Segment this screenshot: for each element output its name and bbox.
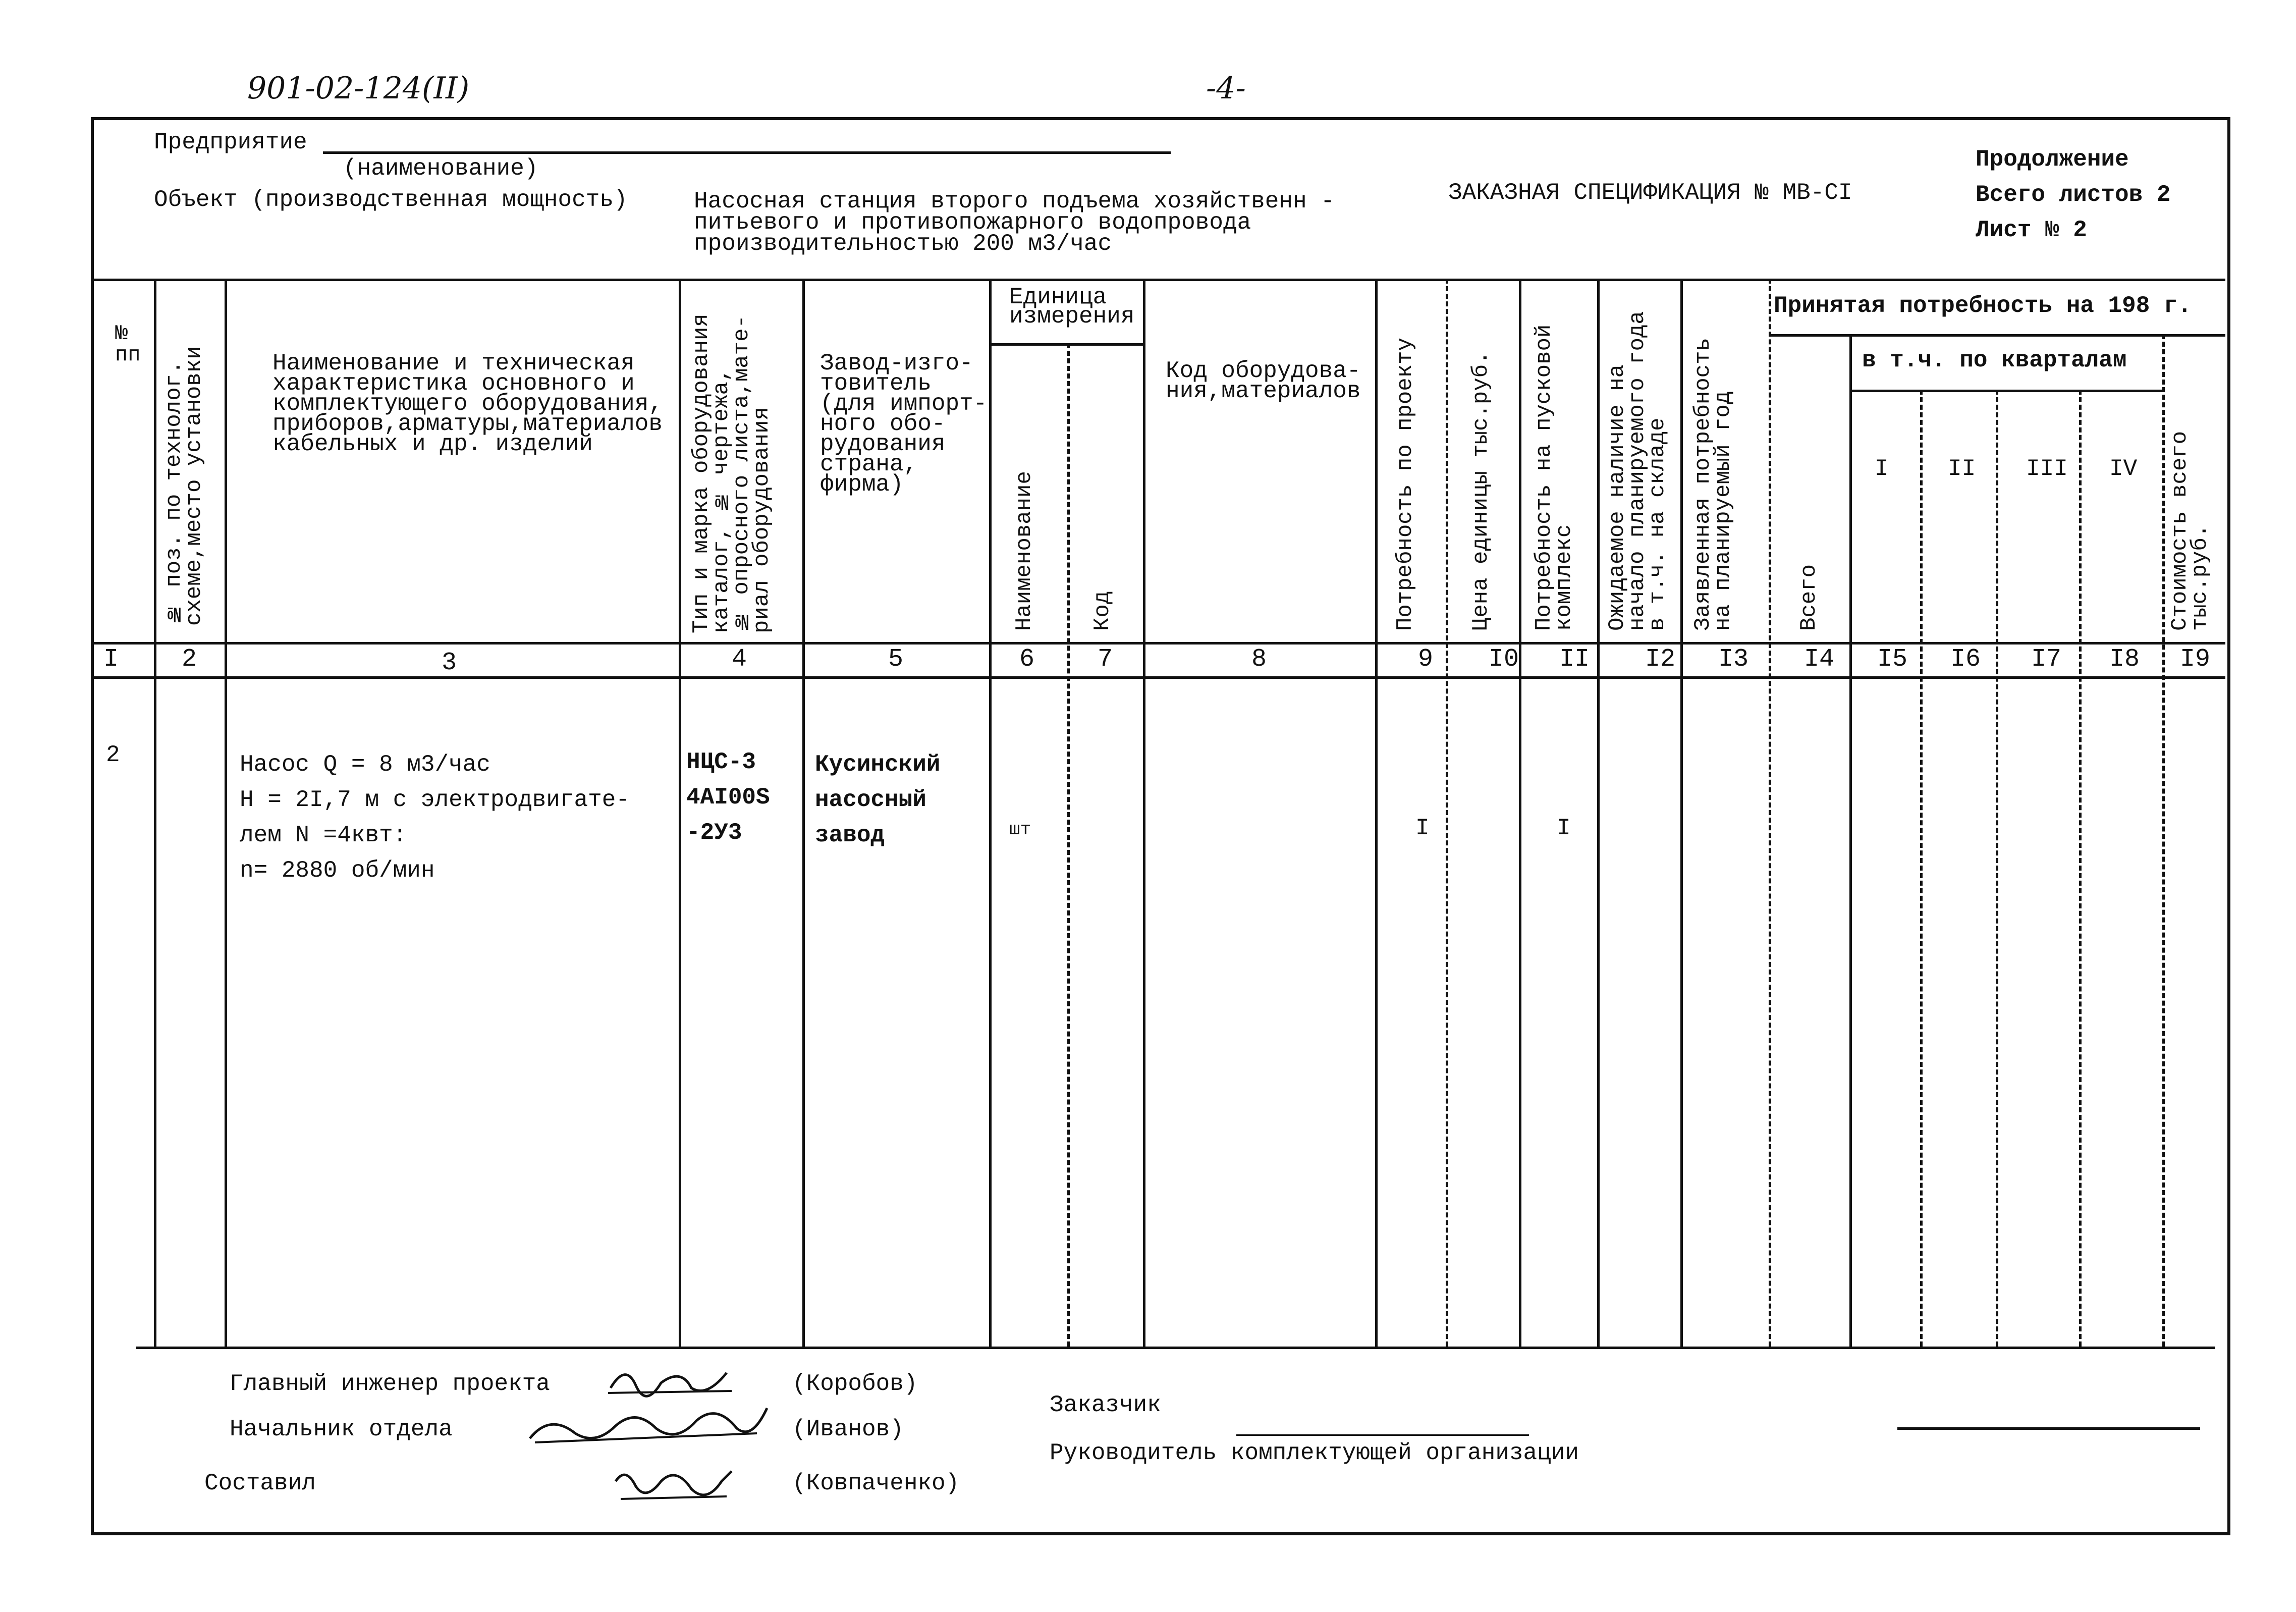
col-header-start-complex: Потребность на пусковой комплекс xyxy=(1532,324,1577,631)
row-item-unit: шт xyxy=(1009,819,1031,840)
col-divider xyxy=(989,279,992,1347)
col-header-unit-group: Единица измерения xyxy=(1009,284,1135,330)
customer-label: Заказчик xyxy=(1050,1392,1161,1418)
supplier-head-label: Руководитель комплектующей организации xyxy=(1050,1440,1579,1466)
document-code: 901-02-124(II) xyxy=(247,71,470,106)
sheet-number: Лист № 2 xyxy=(1976,217,2087,243)
quarter-group-rule xyxy=(1849,390,2162,392)
compiled-label: Составил xyxy=(204,1470,316,1496)
col-divider xyxy=(802,279,805,1347)
object-description: Насосная станция второго подъема хозяйственн - питьевого и противопожарного водопровода производительностью 200 м3/час xyxy=(694,188,1335,257)
col-divider xyxy=(1680,279,1683,1347)
col-header-position: № поз. по технолог. схеме,место установки xyxy=(161,346,207,626)
col-header-declared-need: Заявленная потребность на планируемый год xyxy=(1690,338,1736,631)
col-header-accepted-group: Принятая потребность на 198 г. xyxy=(1774,293,2192,319)
col-number: 3 xyxy=(441,649,457,677)
col-number: I5 xyxy=(1877,645,1908,674)
col-header-need-project: Потребность по проекту xyxy=(1393,338,1418,631)
col-number: I9 xyxy=(2180,645,2211,674)
col-number: 2 xyxy=(181,645,197,674)
col-number: 8 xyxy=(1251,645,1267,674)
col-number: I7 xyxy=(2031,645,2062,674)
row-item-type: НЦС-3 4АI00S -2У3 xyxy=(686,749,770,846)
col-number: I6 xyxy=(1950,645,1981,674)
col-number: I2 xyxy=(1645,645,1676,674)
col-header-q4: IV xyxy=(2109,456,2138,482)
col-header-unit-name: Наименование xyxy=(1012,471,1037,631)
col-number: I0 xyxy=(1489,645,1519,674)
col-divider xyxy=(2079,390,2082,1347)
col-divider xyxy=(1446,279,1448,1347)
col-header-q2: II xyxy=(1948,456,1976,482)
col-divider xyxy=(1143,279,1145,1347)
col-number: 7 xyxy=(1097,645,1113,674)
col-header-name: Наименование и техническая характеристика основного и комплектующего оборудования, приборов,арматуры,материалов кабельных и др. изделий xyxy=(272,350,663,457)
page-number: -4- xyxy=(1206,71,1246,106)
head-of-dept-name: (Иванов) xyxy=(792,1416,904,1442)
col-number: 9 xyxy=(1417,645,1433,674)
table-top-border xyxy=(91,279,2225,281)
head-of-dept-signature xyxy=(520,1398,772,1454)
col-header-factory: Завод-изго- товитель (для импорт- ного обо- рудования страна, фирма) xyxy=(820,350,988,498)
col-number: 5 xyxy=(888,645,903,674)
col-header-total: Всего xyxy=(1796,564,1822,631)
row-need-project: I xyxy=(1415,815,1430,841)
col-divider xyxy=(225,279,227,1347)
col-header-material-code: Код оборудова- ния,материалов xyxy=(1166,358,1361,404)
col-header-unit-code: Код xyxy=(1090,590,1115,631)
col-number: II xyxy=(1559,645,1590,674)
col-header-q1: I xyxy=(1875,456,1889,482)
enterprise-label: Предприятие xyxy=(154,129,307,155)
row-number: 2 xyxy=(106,742,120,768)
col-divider xyxy=(1849,334,1852,1347)
col-divider xyxy=(1597,279,1600,1347)
col-header-quarter-group: в т.ч. по кварталам xyxy=(1862,347,2127,373)
chief-engineer-label: Главный инженер проекта xyxy=(230,1371,550,1397)
supplier-signature-line xyxy=(1897,1427,2200,1430)
col-number: I3 xyxy=(1718,645,1749,674)
col-divider xyxy=(154,279,156,1347)
col-number: I xyxy=(103,645,119,674)
row-item-name: Насос Q = 8 м3/час Н = 2I,7 м с электродвигате- лем N =4квт: n= 2880 об/мин xyxy=(240,751,630,884)
row-item-factory: Кусинский насосный завод xyxy=(815,751,941,848)
col-number: 6 xyxy=(1019,645,1034,674)
col-number: 4 xyxy=(731,645,747,674)
col-divider xyxy=(1375,279,1378,1347)
supplier-org-line xyxy=(1236,1434,1529,1436)
chief-engineer-signature xyxy=(606,1358,747,1403)
col-divider xyxy=(679,279,681,1347)
col-divider xyxy=(1067,343,1070,1347)
col-number: I8 xyxy=(2109,645,2140,674)
col-divider xyxy=(1519,279,1521,1347)
col-divider xyxy=(1920,390,1923,1347)
colnum-bottom-rule xyxy=(91,676,2225,679)
accepted-group-rule xyxy=(1769,334,2225,337)
table-bottom-rule xyxy=(136,1347,2215,1349)
col-header-unit-price: Цена единицы тыс.руб. xyxy=(1468,351,1494,631)
name-hint: (наименование) xyxy=(343,155,538,182)
col-divider xyxy=(1996,390,1998,1347)
col-header-expected-stock: Ожидаемое наличие на начало планируемого года в т.ч. на складе xyxy=(1605,311,1670,631)
col-header-q3: III xyxy=(2026,456,2068,482)
total-sheets: Всего листов 2 xyxy=(1976,182,2171,208)
head-of-dept-label: Начальник отдела xyxy=(230,1416,453,1442)
spec-title: ЗАКАЗНАЯ СПЕЦИФИКАЦИЯ № МВ-СI xyxy=(1448,180,1852,206)
compiled-signature xyxy=(611,1461,742,1512)
enterprise-underline xyxy=(323,151,1171,154)
header-bottom-rule xyxy=(91,642,2225,644)
col-header-num: № пп xyxy=(115,321,141,367)
col-header-type: Тип и марка оборудования каталог, № чертежа, № опросного листа,мате- риал оборудования xyxy=(689,313,775,633)
object-label: Объект (производственная мощность) xyxy=(154,187,628,213)
col-divider xyxy=(2162,334,2165,1347)
row-need-start: I xyxy=(1557,815,1571,841)
col-divider xyxy=(1769,279,1771,1347)
continuation-label: Продолжение xyxy=(1976,146,2129,173)
compiled-name: (Ковпаченко) xyxy=(792,1470,960,1496)
col-header-cost: Стоимость всего тыс.руб. xyxy=(2167,431,2213,631)
col-number: I4 xyxy=(1804,645,1835,674)
chief-engineer-name: (Коробов) xyxy=(792,1371,918,1397)
